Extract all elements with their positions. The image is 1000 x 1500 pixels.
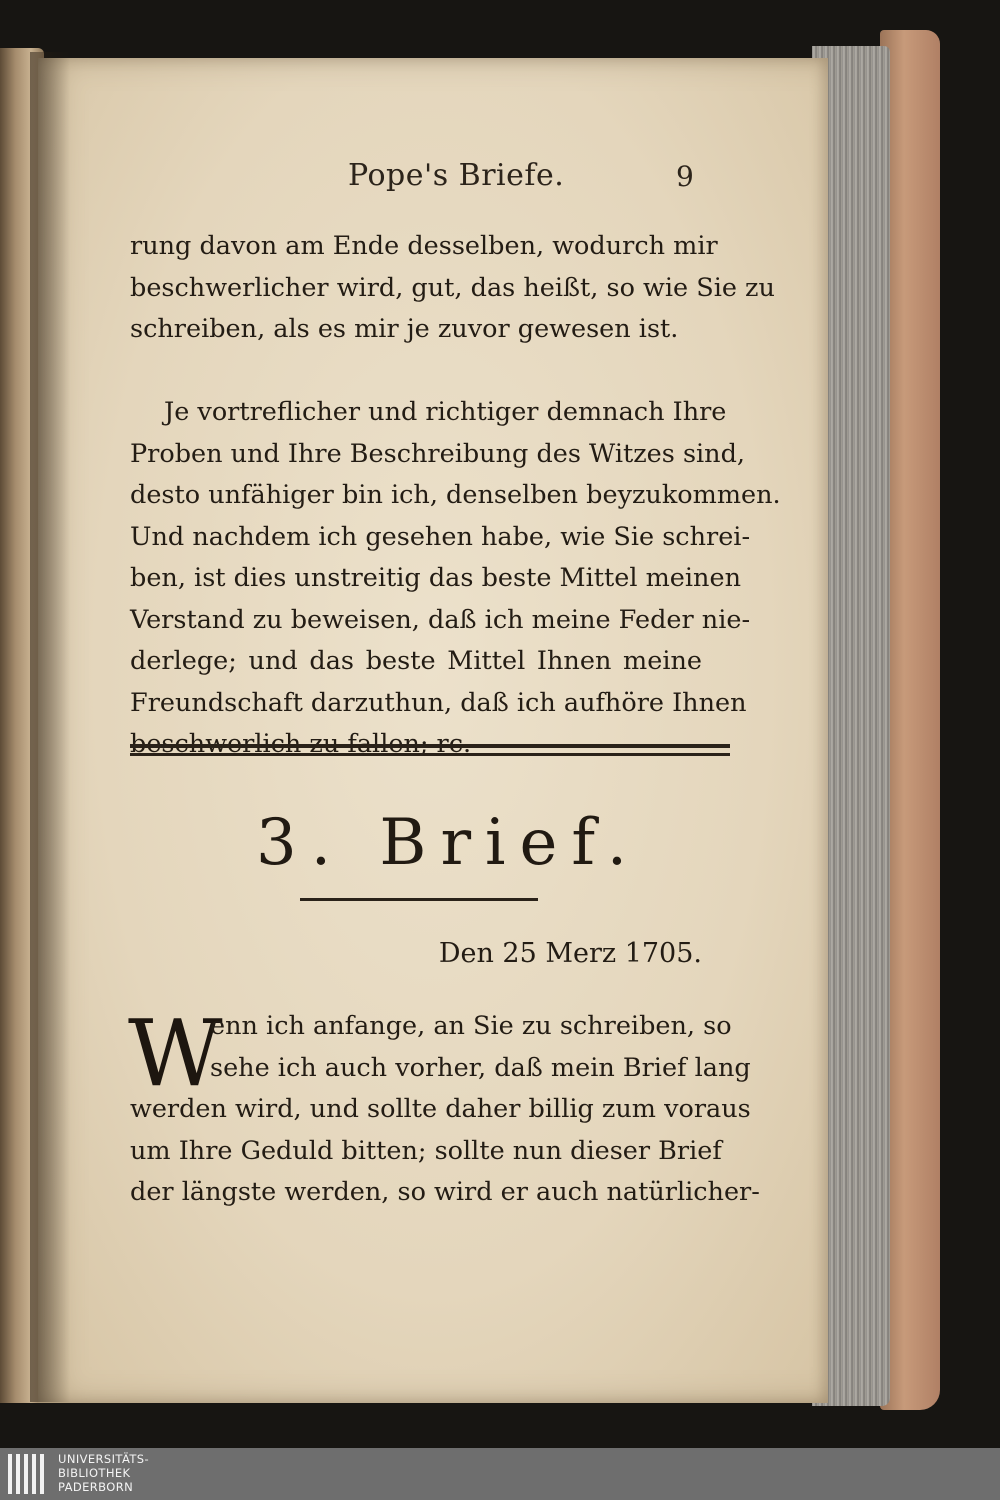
text-line: Verstand zu beweisen, daß ich meine Feder nie- (130, 604, 751, 635)
text-line: Je vortreflicher und richtiger demnach Ihre (164, 397, 727, 427)
page-number: 9 (676, 160, 694, 193)
text-line: beschwerlicher wird, gut, das heißt, so wie Sie zu (130, 272, 775, 303)
book-page (38, 58, 828, 1403)
text-line: schreiben, als es mir je zuvor gewesen ist. (130, 314, 679, 344)
logo-bar (40, 1454, 44, 1494)
text-line: desto unfähiger bin ich, denselben beyzukommen. (130, 480, 781, 510)
paragraph-continued (130, 226, 775, 351)
text-line: Proben und Ihre Beschreibung des Witzes sind, (130, 438, 746, 469)
paragraph-letter-body (128, 1000, 760, 1214)
rule-line (130, 744, 730, 748)
text-line: derlege; und das beste Mittel Ihnen meine (130, 646, 702, 676)
library-logo-icon (8, 1454, 50, 1494)
rule-line (130, 753, 730, 756)
text-line: werden wird, und sollte daher billig zum voraus (130, 1094, 751, 1124)
text-line: ben, ist dies unstreitig das beste Mittel meinen (130, 563, 741, 593)
text-line: um Ihre Geduld bitten; sollte nun dieser Brief (130, 1135, 722, 1166)
logo-bar (16, 1454, 20, 1494)
text-line: der längste werden, so wird er auch natürlicher- (130, 1177, 760, 1207)
short-rule-divider (300, 898, 538, 901)
library-name-line: UNIVERSITÄTS- (58, 1452, 150, 1466)
text-line: enn ich anfange, an Sie zu schreiben, so (210, 1011, 732, 1041)
text-line: sehe ich auch vorher, daß mein Brief lang (210, 1052, 751, 1083)
letter-heading: 3. Brief. (256, 806, 642, 880)
running-head: Pope's Briefe. (348, 158, 565, 193)
logo-bar (24, 1454, 28, 1494)
double-rule-divider (130, 744, 730, 758)
text-line: Freundschaft darzuthun, daß ich aufhöre Ihnen (130, 687, 747, 718)
text-line: rung davon am Ende desselben, wodurch mir (130, 231, 718, 261)
spine-shadow (30, 52, 70, 1402)
letter-dateline: Den 25 Merz 1705. (438, 938, 702, 969)
text-line: Und nachdem ich gesehen habe, wie Sie schrei- (130, 521, 751, 552)
library-name-line: PADERBORN (58, 1480, 134, 1494)
logo-bar (8, 1454, 12, 1494)
library-footer (0, 1448, 1000, 1500)
paragraph-second (130, 392, 781, 766)
logo-bar (32, 1454, 36, 1494)
library-name-line: BIBLIOTHEK (58, 1466, 131, 1480)
drop-initial: W (128, 1000, 223, 1107)
library-name (58, 1452, 149, 1494)
